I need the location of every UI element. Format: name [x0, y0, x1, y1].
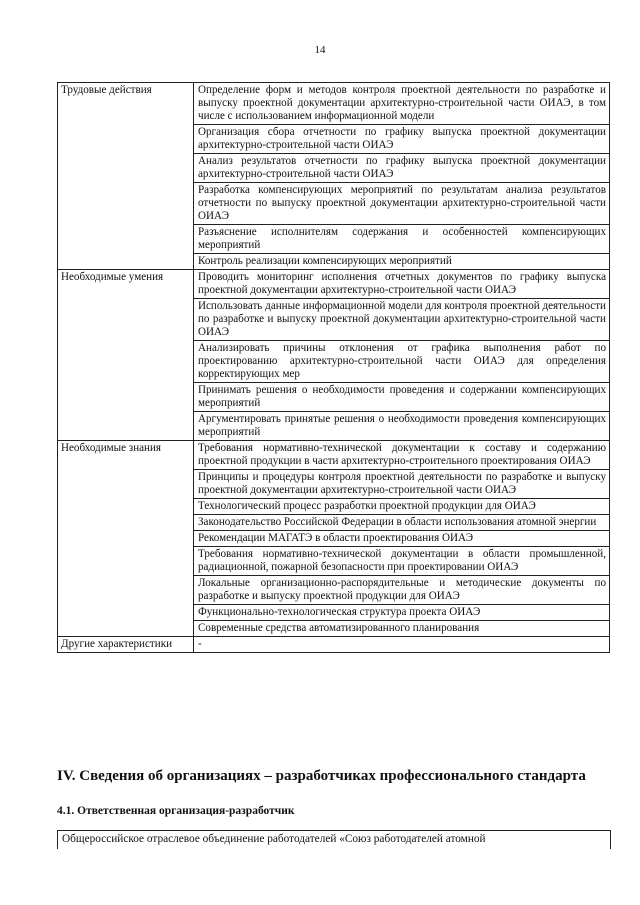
table-row: [58, 441, 610, 470]
table-row: [58, 83, 610, 125]
row-group-label: Другие характеристики: [58, 637, 194, 653]
requirement-cell: Разработка компенсирующих мероприятий по результатам анализа результатов отчетности по выпуску проектной документации архитектурно-строительной части ОИАЭ: [194, 183, 610, 225]
requirement-cell: Анализ результатов отчетности по графику выпуска проектной документации архитектурно-строительной части ОИАЭ: [194, 154, 610, 183]
requirement-cell: Современные средства автоматизированного планирования: [194, 621, 610, 637]
requirement-cell: Рекомендации МАГАТЭ в области проектирования ОИАЭ: [194, 531, 610, 547]
table-row: [58, 637, 610, 653]
subsection-title: 4.1. Ответственная организация-разработчик: [57, 805, 295, 817]
requirement-cell: Определение форм и методов контроля проектной деятельности по разработке и выпуску проектной документации архитектурно-строительной части ОИАЭ, в том числе с использованием информационной модели: [194, 83, 610, 125]
requirement-cell: Требования нормативно-технической документации в области промышленной, радиационной, пожарной безопасности при проектировании ОИАЭ: [194, 547, 610, 576]
row-group-label: Необходимые умения: [58, 270, 194, 441]
requirement-cell: Использовать данные информационной модели для контроля проектной деятельности по разработке и выпуску проектной документации архитектурно-строительной части ОИАЭ: [194, 299, 610, 341]
section-title: IV. Сведения об организациях – разработчиках профессионального стандарта: [57, 768, 586, 784]
requirement-cell: Аргументировать принятые решения о необходимости проведения компенсирующих мероприятий: [194, 412, 610, 441]
requirement-cell: Разъяснение исполнителям содержания и особенностей компенсирующих мероприятий: [194, 225, 610, 254]
requirement-cell: Технологический процесс разработки проектной продукции для ОИАЭ: [194, 499, 610, 515]
requirement-cell: Принципы и процедуры контроля проектной деятельности по разработке и выпуску проектной документации архитектурно-строительной части ОИАЭ: [194, 470, 610, 499]
requirement-cell: Анализировать причины отклонения от графика выполнения работ по проектированию архитектурно-строительной части ОИАЭ для определения корректирующих мер: [194, 341, 610, 383]
requirement-cell: Контроль реализации компенсирующих мероприятий: [194, 254, 610, 270]
page-number: 14: [314, 44, 326, 56]
requirement-cell: Требования нормативно-технической документации к составу и содержанию проектной продукции в части архитектурно-строительного проектирования ОИАЭ: [194, 441, 610, 470]
organization-name-field: Общероссийское отраслевое объединение работодателей «Союз работодателей атомной: [57, 830, 611, 849]
requirement-cell: Проводить мониторинг исполнения отчетных документов по графику выпуска проектной документации архитектурно-строительной части ОИАЭ: [194, 270, 610, 299]
table-row: [58, 270, 610, 299]
requirement-cell: -: [194, 637, 610, 653]
requirement-cell: Принимать решения о необходимости проведения и содержании компенсирующих мероприятий: [194, 383, 610, 412]
row-group-label: Необходимые знания: [58, 441, 194, 637]
requirements-table: [57, 82, 610, 653]
requirement-cell: Локальные организационно-распорядительные и методические документы по разработке и выпуску проектной продукции для ОИАЭ: [194, 576, 610, 605]
requirement-cell: Функционально-технологическая структура проекта ОИАЭ: [194, 605, 610, 621]
requirement-cell: Законодательство Российской Федерации в области использования атомной энергии: [194, 515, 610, 531]
row-group-label: Трудовые действия: [58, 83, 194, 270]
requirement-cell: Организация сбора отчетности по графику выпуска проектной документации архитектурно-строительной части ОИАЭ: [194, 125, 610, 154]
